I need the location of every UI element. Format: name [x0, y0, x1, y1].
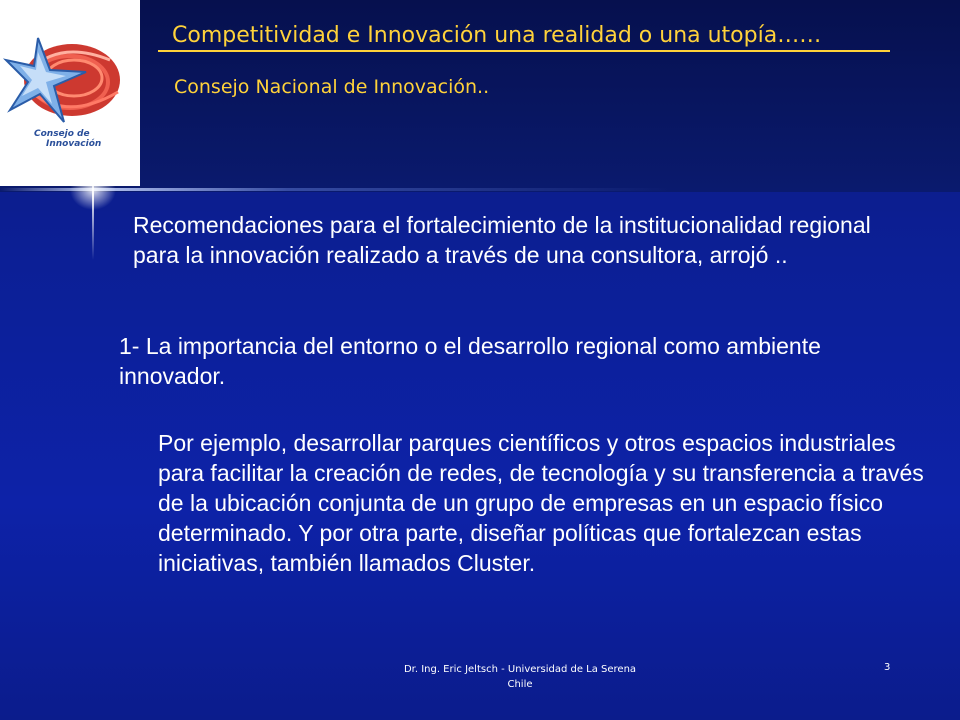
paragraph-recommendations: Recomendaciones para el fortalecimiento de la institucionalidad regional para la innovación realizado a través de una consultora, arrojó ..	[133, 212, 871, 268]
decorative-light-vertical	[92, 150, 94, 260]
logo-graphic	[0, 0, 140, 186]
footer-line-1: Dr. Ing. Eric Jeltsch - Universidad de La Serena	[403, 664, 637, 675]
paragraph-point-1: 1- La importancia del entorno o el desarrollo regional como ambiente innovador.	[119, 333, 821, 389]
logo-text-line2: Innovación	[46, 139, 102, 149]
slide-title: Competitividad e Innovación una realidad o una utopía……	[158, 22, 890, 52]
decorative-light-line	[0, 188, 960, 191]
footer-author	[340, 662, 700, 692]
footer-line-2: Chile	[507, 679, 533, 690]
slide-subtitle: Consejo Nacional de Innovación..	[174, 76, 490, 98]
logo-text-line1: Consejo de	[34, 129, 90, 139]
logo	[0, 0, 140, 186]
paragraph-example: Por ejemplo, desarrollar parques científicos y otros espacios industriales para facilitar la creación de redes, de tecnología y su transferencia a través de la ubicación conjunta de un grupo de empresas en un espacio físico determinado. Y por otra parte, diseñar políticas que fortalezcan estas iniciativas, también llamados Cluster.	[158, 430, 924, 576]
page-number: 3	[884, 662, 891, 673]
